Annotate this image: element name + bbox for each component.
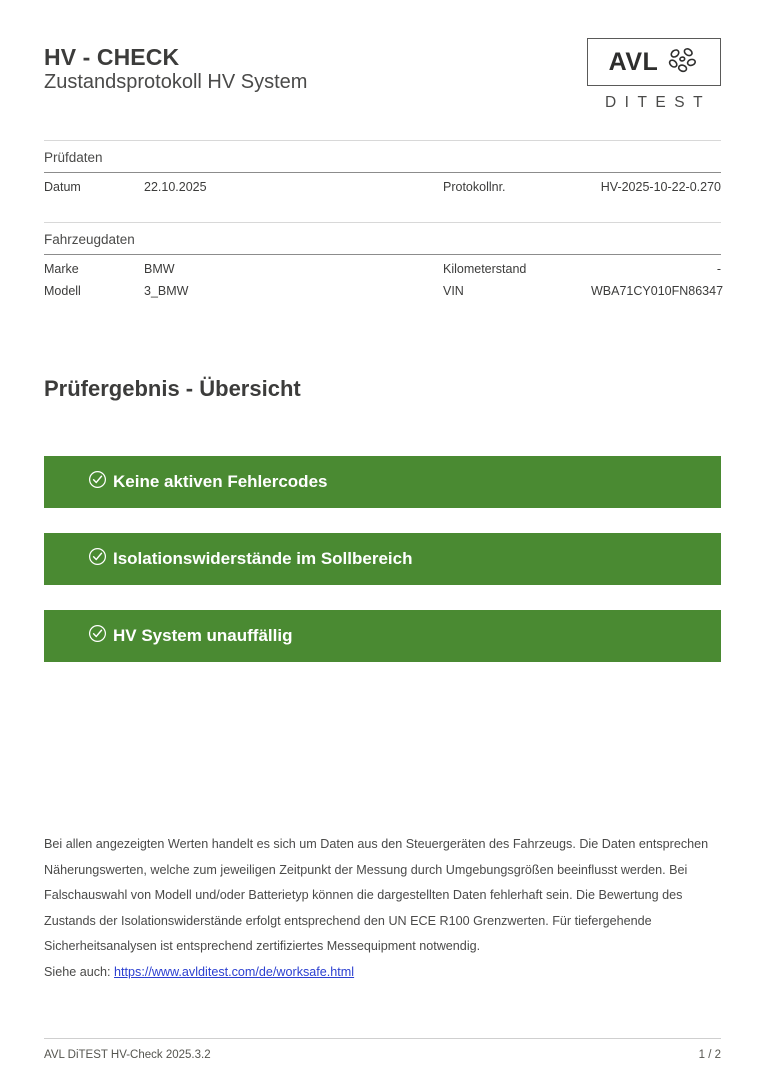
row-value-right: WBA71CY010FN86347 [591,284,724,298]
row-value-left: BMW [144,262,175,276]
row-value-left: 3_BMW [144,284,189,298]
logo-sub-wordmark: DITEST [604,94,712,111]
see-also-label: Siehe auch: [44,964,111,979]
status-banner-hv-system [44,610,721,662]
table-row [44,255,721,277]
document-footer [44,1038,721,1062]
footer-product-version: AVL DiTEST HV-Check 2025.3.2 [44,1049,211,1061]
status-banner-no-fault-codes [44,456,721,508]
page-subtitle: Zustandsprotokoll HV System [44,71,308,93]
status-banner-label: Isolationswiderstände im Sollbereich [113,549,413,568]
test-data-title: Prüfdaten [44,150,103,165]
row-label-left: Marke [44,262,79,276]
logo-wordmark: AVL [608,47,659,76]
test-data-section [44,140,721,195]
see-also-line [44,960,722,986]
row-label-right: Protokollnr. [443,180,506,194]
status-banner-label: Keine aktiven Fehlercodes [113,472,328,491]
table-row [44,277,724,299]
result-heading: Prüfergebnis - Übersicht [44,376,301,401]
status-banner-label: HV System unauffällig [113,626,293,645]
status-banner-insulation-resistance [44,533,721,585]
page-title: HV - CHECK [44,44,180,70]
row-label-left: Modell [44,284,81,298]
row-value-right: - [716,262,721,276]
check-circle-icon [88,547,107,571]
logo-box [587,38,721,86]
header-titles [44,44,307,95]
avl-pinwheel-icon [665,43,699,82]
row-value-right: HV-2025-10-22-0.270 [600,180,721,194]
disclaimer-block [44,832,722,985]
footer-page-number: 1 / 2 [698,1049,721,1061]
check-circle-icon [88,624,107,648]
vehicle-data-section [44,222,724,299]
footer-row [44,1039,721,1062]
avl-ditest-logo [587,38,721,111]
result-banner-list [44,456,721,662]
disclaimer-text: Bei allen angezeigten Werten handelt es sich um Daten aus den Steuergeräten des Fahrzeugs. Die Daten entsprechen Näherungswerten, welche zum jeweiligen Zeitpunkt der Messung durch Umgebungsgrößen beeinflusst werden. Bei Falschauswahl von Modell und/oder Batterietyp können die dargestellten Daten fehlerhaft sein. Die Bewertung des Zustands der Isolationswiderstände erfolgt entsprechend den UN ECE R100 Grenzwerten. Für tiefergehende Sicherheitsanalysen ist entsprechend zertifiziertes Messequipment notwendig. [44,837,709,953]
row-label-right: VIN [443,284,464,298]
vehicle-data-title: Fahrzeugdaten [44,232,135,247]
row-value-left: 22.10.2025 [144,180,207,194]
row-label-right: Kilometerstand [443,262,527,276]
table-row [44,173,721,195]
worksafe-link[interactable]: https://www.avlditest.com/de/worksafe.html [114,964,355,979]
check-circle-icon [88,470,107,494]
row-label-left: Datum [44,180,81,194]
document-header [44,38,721,118]
